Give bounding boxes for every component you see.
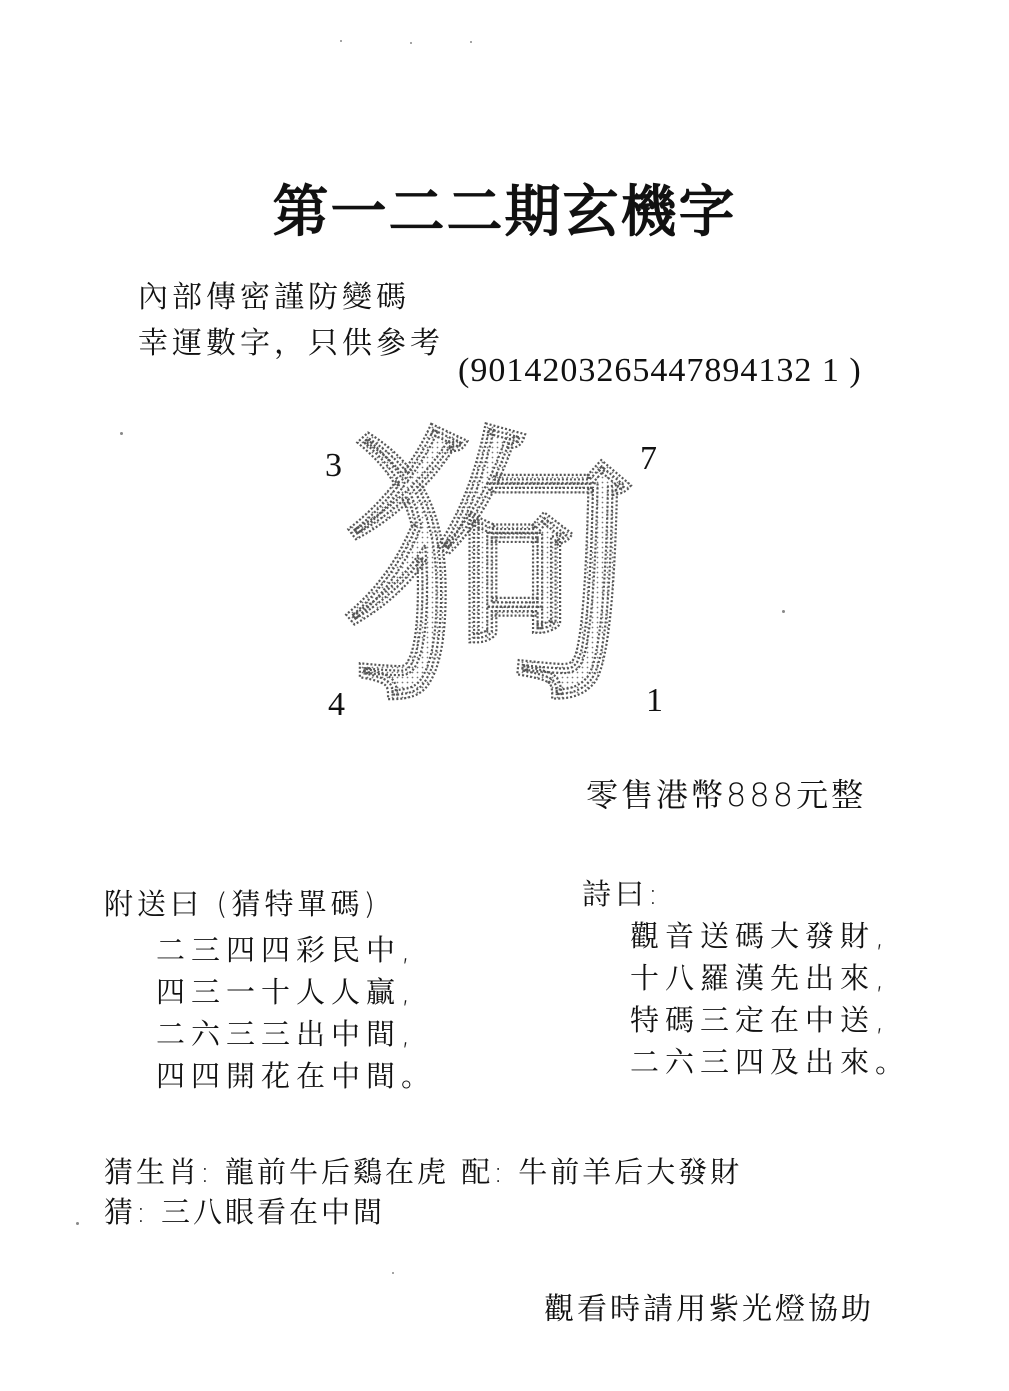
retail-price: 零售港幣888元整	[586, 776, 867, 814]
scan-speck	[340, 40, 342, 42]
scan-speck	[782, 610, 785, 613]
guess-eyes: 猜: 三八眼看在中間	[104, 1195, 385, 1229]
footer-note: 觀看時請用紫光燈協助	[544, 1292, 874, 1327]
corner-number-bottom-left: 4	[328, 686, 345, 723]
page-title: 第一二二期玄機字	[272, 180, 737, 245]
mystery-glyph	[330, 410, 650, 710]
poem-line: 二六三四及出來。	[630, 1045, 911, 1079]
lucky-number-code: (9014203265447894132 1 )	[458, 352, 862, 389]
poem-heading: 詩曰:	[582, 877, 662, 911]
scan-speck	[470, 41, 472, 43]
scan-speck	[76, 1222, 79, 1225]
gift-line: 四三一十人人贏,	[156, 975, 417, 1009]
intro-line-secret: 內部傳密謹防變碼	[138, 280, 410, 315]
scan-speck	[392, 1272, 394, 1274]
gift-line: 四四開花在中間。	[156, 1059, 437, 1093]
corner-number-top-right: 7	[640, 440, 657, 477]
scan-speck	[410, 42, 412, 44]
gift-line: 二三四四彩民中,	[156, 933, 417, 967]
gift-heading: 附送曰 (猜特單碼)	[104, 887, 379, 921]
outlined-character-graphic	[330, 410, 650, 710]
guess-zodiac: 猜生肖: 龍前牛后鷄在虎 配: 牛前羊后大發財	[104, 1155, 743, 1189]
corner-number-bottom-right: 1	[646, 682, 663, 719]
corner-number-top-left: 3	[325, 447, 342, 484]
intro-line-lucky: 幸運數字，只供參考	[138, 326, 444, 361]
poem-line: 十八羅漢先出來,	[630, 961, 891, 995]
glyph-character: 狗	[345, 410, 635, 710]
gift-line: 二六三三出中間,	[156, 1017, 417, 1051]
poem-line: 觀音送碼大發財,	[630, 919, 891, 953]
scan-speck	[120, 432, 123, 435]
poem-line: 特碼三定在中送,	[630, 1003, 891, 1037]
